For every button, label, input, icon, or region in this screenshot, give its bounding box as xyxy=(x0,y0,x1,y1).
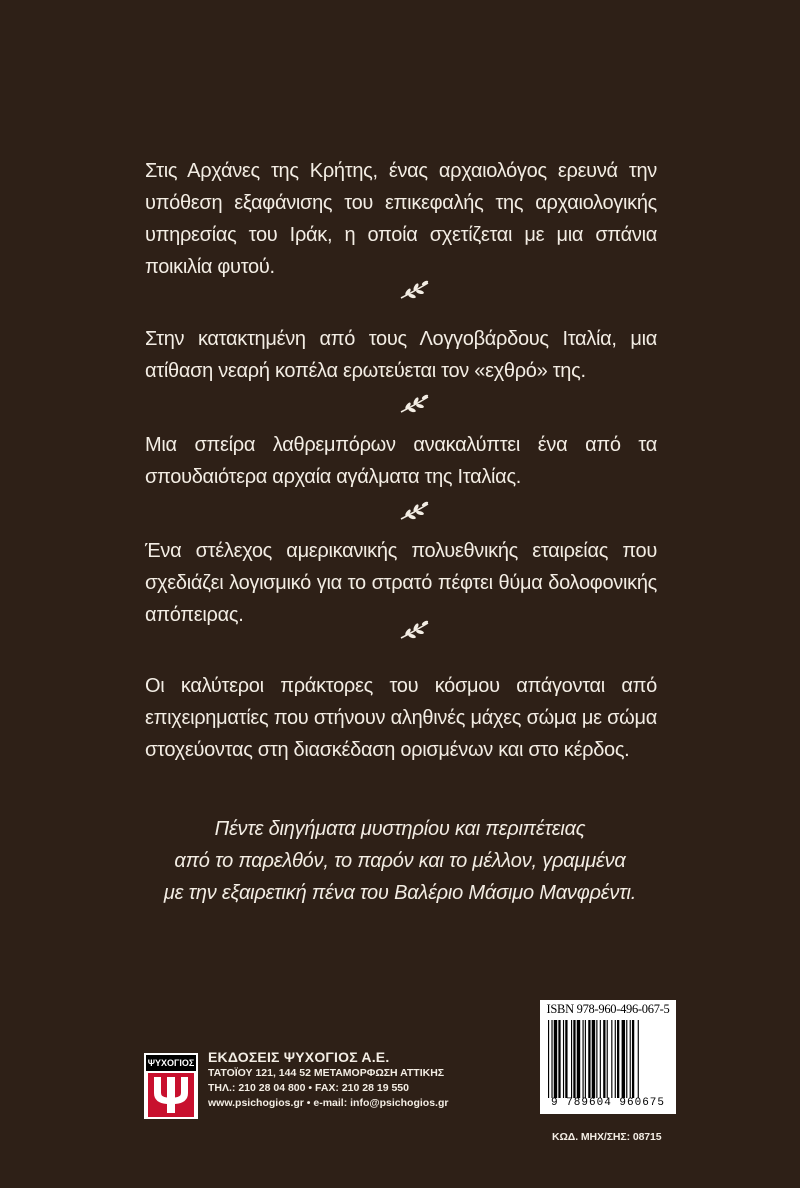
publisher-web: www.psichogios.gr • e-mail: info@psichogios.gr xyxy=(208,1097,449,1109)
barcode-bar xyxy=(588,1020,590,1098)
barcode-bar xyxy=(615,1020,616,1098)
synopsis-paragraph-5: Οι καλύτεροι πράκτορες του κόσμου απάγονται από επιχειρηματίες που στήνουν αληθινές μάχες σώμα με σώμα στοχεύοντας στη διασκέδαση ορισμένων και στο κέρδος. xyxy=(145,675,657,761)
barcode-bar xyxy=(617,1020,619,1098)
closing-line-1: Πέντε διηγήματα μυστηρίου και περιπέτειας xyxy=(214,818,586,840)
barcode-bar xyxy=(592,1020,595,1098)
barcode-bar xyxy=(626,1020,627,1098)
isbn-barcode xyxy=(540,1000,676,1114)
closing-line-2: από το παρελθόν, το παρόν και το μέλλον, γραμμένα xyxy=(174,850,626,872)
publisher-address: ΤΑΤΟΪΟΥ 121, 144 52 ΜΕΤΑΜΟΡΦΩΣΗ ΑΤΤΙΚΗΣ xyxy=(208,1067,445,1079)
publisher-info xyxy=(208,1048,528,1111)
barcode-bars xyxy=(548,1020,670,1098)
barcode-bar xyxy=(554,1020,557,1098)
publisher-phone: ΤΗΛ.: 210 28 04 800 • FAX: 210 28 19 550 xyxy=(208,1082,409,1094)
olive-branch-icon xyxy=(398,393,432,415)
barcode-bar xyxy=(603,1020,605,1098)
barcode-bar xyxy=(565,1020,567,1098)
olive-branch-icon xyxy=(398,279,432,301)
barcode-bar xyxy=(577,1020,580,1098)
barcode-bar xyxy=(548,1020,549,1098)
publisher-logo-text: ΨΥΧΟΓΙΟΣ xyxy=(146,1055,196,1071)
olive-branch-icon xyxy=(398,500,432,522)
barcode-bar xyxy=(611,1020,612,1098)
closing-line-3: με την εξαιρετική πένα του Βαλέριο Μάσιμο Μανφρέντι. xyxy=(163,882,637,904)
barcode-bar xyxy=(551,1020,552,1098)
barcode-digits: 9 789604 960675 xyxy=(550,1097,666,1109)
barcode-bar xyxy=(600,1020,601,1098)
barcode-bar xyxy=(632,1020,634,1098)
barcode-bar xyxy=(607,1020,608,1098)
synopsis-paragraph-2: Στην κατακτημένη από τους Λογγοβάρδους Ιταλία, μια ατίθαση νεαρή κοπέλα ερωτεύεται τον «εχθρό» της. xyxy=(145,328,657,382)
publisher-name: ΕΚΔΟΣΕΙΣ ΨΥΧΟΓΙΟΣ Α.Ε. xyxy=(208,1049,390,1065)
synopsis-paragraph-1: Στις Αρχάνες της Κρήτης, ένας αρχαιολόγος ερευνά την υπόθεση εξαφάνισης του επικεφαλής της αρχαιολογικής υπηρεσίας του Ιράκ, η οποία σχετίζεται με μια σπάνια ποικιλία φυτού. xyxy=(145,160,657,278)
barcode-bar xyxy=(571,1020,572,1098)
psi-icon xyxy=(148,1073,194,1117)
barcode-bar xyxy=(583,1020,584,1098)
synopsis-paragraph-3: Μια σπείρα λαθρεμπόρων ανακαλύπτει ένα από τα σπουδαιότερα αρχαία αγάλματα της Ιταλίας. xyxy=(145,434,657,488)
barcode-bar xyxy=(630,1020,631,1098)
barcode-bar xyxy=(563,1020,564,1098)
barcode-bar xyxy=(596,1020,597,1098)
olive-branch-icon xyxy=(398,619,432,641)
barcode-bar xyxy=(638,1020,639,1098)
closing-tagline xyxy=(100,813,700,909)
product-code: ΚΩΔ. ΜΗΧ/ΣΗΣ: 08715 xyxy=(552,1131,662,1143)
isbn-text: ISBN 978-960-496-067-5 xyxy=(546,1002,670,1016)
barcode-bar xyxy=(585,1020,586,1098)
synopsis-paragraph-4: Ένα στέλεχος αμερικανικής πολυεθνικής εταιρείας που σχεδιάζει λογισμικό για το στρατό πέφτει θύμα δολοφονικής απόπειρας. xyxy=(145,540,657,626)
barcode-bar xyxy=(573,1020,575,1098)
publisher-logo xyxy=(144,1053,198,1119)
barcode-bar xyxy=(558,1020,560,1098)
barcode-bar xyxy=(622,1020,625,1098)
